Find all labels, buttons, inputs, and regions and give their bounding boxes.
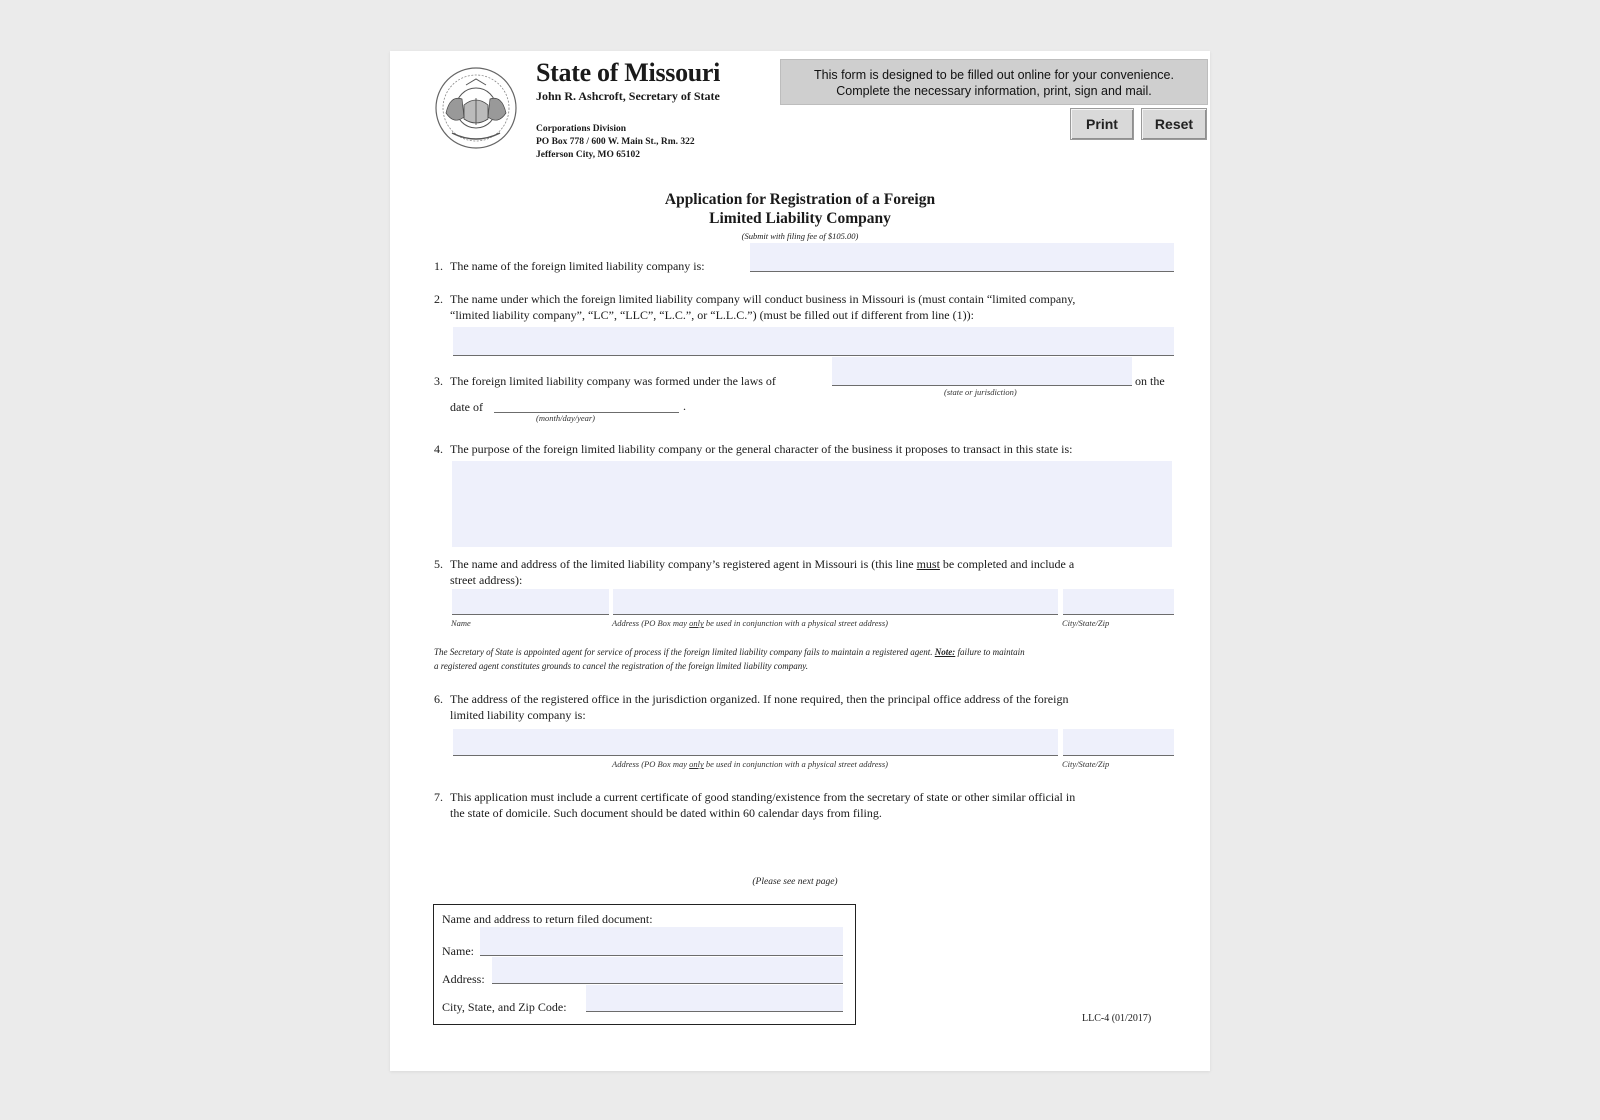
- form-code: LLC-4 (01/2017): [1082, 1013, 1152, 1024]
- division-line: PO Box 778 / 600 W. Main St., Rm. 322: [536, 137, 695, 147]
- office-address-input[interactable]: [453, 729, 1058, 756]
- division-line: Corporations Division: [536, 124, 626, 134]
- item-number: 4.: [434, 442, 443, 456]
- item5-label-line2: street address):: [450, 573, 523, 587]
- division-line: Jefferson City, MO 65102: [536, 150, 640, 160]
- item-number: 1.: [434, 259, 443, 273]
- see-next-page: (Please see next page): [752, 877, 838, 887]
- filing-fee-note: (Submit with filing fee of $105.00): [741, 231, 859, 241]
- agent-city-caption: City/State/Zip: [1062, 618, 1110, 628]
- return-name-input[interactable]: [480, 927, 843, 956]
- notice-line: This form is designed to be filled out online for your convenience.: [814, 68, 1174, 82]
- item5-text: be completed and include a: [939, 557, 1075, 571]
- date-caption: (month/day/year): [536, 413, 596, 423]
- item3-label: The foreign limited liability company was formed under the laws of: [450, 374, 776, 388]
- formation-date-input[interactable]: [494, 391, 679, 413]
- return-city-label: City, State, and Zip Code:: [442, 1000, 567, 1014]
- agent-address-caption: [612, 618, 888, 628]
- item-number: 7.: [434, 790, 443, 804]
- return-address-label: Address:: [442, 972, 485, 986]
- agent-city-input[interactable]: [1063, 589, 1174, 615]
- return-address-box: [433, 904, 856, 1025]
- office-city-caption: City/State/Zip: [1062, 759, 1110, 769]
- item6-label-line2: limited liability company is:: [450, 708, 586, 722]
- note-text: The Secretary of State is appointed agent for service of process if the foreign limited liability company fails to maintain a registered agent.: [434, 647, 935, 657]
- item5-label-line1: [450, 556, 1074, 572]
- office-city-input[interactable]: [1063, 729, 1174, 756]
- form-title-line2: Limited Liability Company: [709, 210, 891, 227]
- must-emphasis: must: [916, 557, 940, 571]
- item-number: 5.: [434, 557, 443, 571]
- item7-label-line2: the state of domicile. Such document should be dated within 60 calendar days from filing.: [450, 806, 882, 820]
- missouri-state-seal-icon: [434, 65, 518, 151]
- item3-on-the: on the: [1135, 374, 1165, 388]
- item4-label: The purpose of the foreign limited liability company or the general character of the business it proposes to transact in this state is:: [450, 442, 1073, 456]
- caption-text: Address (PO Box may: [612, 618, 690, 628]
- return-city-input[interactable]: [586, 985, 843, 1012]
- secretary-name: John R. Ashcroft, Secretary of State: [536, 89, 720, 103]
- form-page: [390, 51, 1210, 1071]
- division-address: [536, 123, 695, 162]
- business-name-input[interactable]: [453, 327, 1174, 356]
- item1-label: The name of the foreign limited liability company is:: [450, 259, 705, 273]
- state-title: State of Missouri: [536, 58, 721, 87]
- only-emphasis: only: [689, 618, 704, 628]
- caption-text: be used in conjunction with a physical street address): [703, 618, 888, 628]
- registered-agent-note-line1: [434, 645, 1025, 659]
- caption-text: Address (PO Box may: [612, 759, 690, 769]
- caption-text: be used in conjunction with a physical street address): [703, 759, 888, 769]
- registered-agent-note-line2: a registered agent constitutes grounds to cancel the registration of the foreign limited liability company.: [434, 661, 809, 671]
- form-title-line1: Application for Registration of a Foreign: [664, 191, 936, 208]
- note-text: failure to maintain: [955, 647, 1025, 657]
- item-number: 3.: [434, 374, 443, 388]
- agent-name-input[interactable]: [452, 589, 609, 615]
- state-jurisdiction-input[interactable]: [832, 357, 1132, 386]
- item3-date-of: date of: [450, 400, 483, 414]
- office-address-caption: [612, 759, 888, 769]
- print-button[interactable]: Print: [1070, 108, 1134, 140]
- item-number: 2.: [434, 292, 443, 306]
- state-caption: (state or jurisdiction): [944, 387, 1017, 397]
- item-number: 6.: [434, 692, 443, 706]
- return-box-title: Name and address to return filed document:: [442, 912, 653, 926]
- item3-period: .: [683, 399, 686, 413]
- online-form-notice: [780, 59, 1208, 105]
- only-emphasis: only: [689, 759, 704, 769]
- company-name-input[interactable]: [750, 243, 1174, 272]
- agent-address-input[interactable]: [613, 589, 1058, 615]
- item5-text: The name and address of the limited liability company’s registered agent in Missouri is (this line: [450, 557, 917, 571]
- item2-label-line2: “limited liability company”, “LC”, “LLC”, “L.C.”, or “L.L.C.”) (must be filled out if different from line (1)):: [450, 308, 974, 322]
- agent-name-caption: Name: [451, 618, 471, 628]
- item6-label-line1: The address of the registered office in the jurisdiction organized. If none required, then the principal office address of the foreign: [450, 692, 1069, 706]
- reset-button[interactable]: Reset: [1141, 108, 1207, 140]
- purpose-textarea[interactable]: [452, 461, 1172, 547]
- note-label: Note:: [934, 647, 956, 657]
- item2-label-line1: The name under which the foreign limited liability company will conduct business in Missouri is (must contain “limited company,: [450, 292, 1076, 306]
- item7-label-line1: This application must include a current certificate of good standing/existence from the secretary of state or other similar official in: [450, 790, 1076, 804]
- notice-line: Complete the necessary information, print, sign and mail.: [836, 84, 1152, 98]
- return-address-input[interactable]: [492, 957, 843, 984]
- return-name-label: Name:: [442, 944, 474, 958]
